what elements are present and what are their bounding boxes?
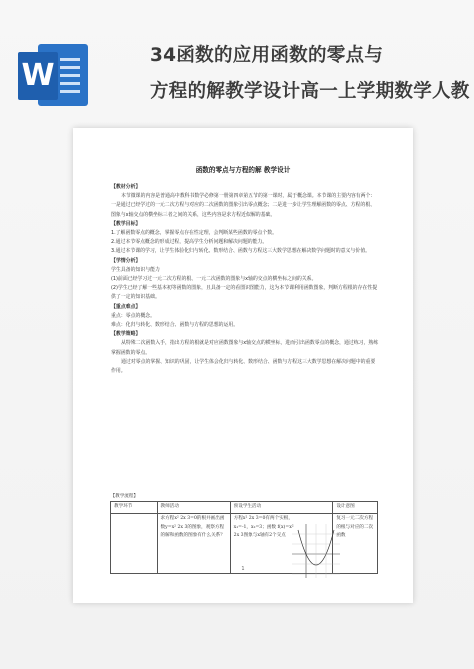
design-intent-cell: 复习一元二次方程的根与对应的二次函数 — [333, 514, 378, 574]
document-page — [73, 128, 413, 603]
flow-label: 【教学流程】 — [110, 494, 139, 499]
paragraph: (1)前面已经学习过一元二次方程的根、一元二次函数的图象与x轴的交点的横坐标之间的关系。 — [111, 276, 317, 283]
section-heading: 【教材分析】 — [111, 184, 141, 190]
section-heading: 【学情分析】 — [111, 257, 141, 264]
document-body — [111, 183, 379, 376]
paragraph: 本节微课的内容是普通高中教科书数学必修第一册第四章第五节的第一课时，属于概念课。本节课的主要内容有两个：一是通过已经学过的一元二次方程与对应的二次函数的图象引出零点概念；二是进一步让学生理解函数的零点、方程的根、图象与x轴交点的横坐标三者之间的关系，这些内容是求方程近似解的基础。 — [111, 193, 376, 218]
paragraph: 从特殊二次函数入手，指出方程的根就是对应函数图象与x轴交点的横坐标，进而引出函数零点的概念，通过练习，熟练掌握函数的零点。 — [111, 340, 379, 356]
paragraph: 3.通过本节课的学习，让学生体验化归与转化、数形结合、函数与方程这三大数学思想在解决数学问题时的意义与价值。 — [111, 248, 370, 255]
header-cell: 设计意图 — [333, 502, 378, 514]
document-title: 函数的零点与方程的解 教学设计 — [195, 166, 291, 174]
paragraph: (2)学生已经了解一些基本初等函数的图象，且具备一定的看图识图能力，这为本节课利用函数图象，判断方程根的存在性提供了一定的知识基础。 — [111, 285, 378, 301]
table-header-row — [111, 502, 378, 514]
paragraph: 通过对零点的掌握、知识的巩固，让学生体会化归与转化、数形结合、函数与方程这三大数学思想在解决问题中的重要作用。 — [111, 358, 376, 375]
page-number: 1 — [241, 566, 245, 572]
page-title: 34函数的应用函数的零点与 方程的解教学设计高一上学期数学人教 — [150, 45, 470, 102]
word-document-icon: W — [18, 40, 88, 110]
student-activity-cell: 方程x² 2x 3=0有两个实根，x₁=-1，x₂=3；函数 f(x)=x² 2x 3图象与x轴有2个交点 — [230, 514, 333, 574]
header-cell: 教学环节 — [111, 502, 158, 514]
section-heading: 【教学策略】 — [111, 331, 141, 338]
table-cell — [111, 514, 158, 574]
paragraph: 难点：化归与转化、数形结合、函数与方程的思想的运用。 — [111, 322, 239, 329]
paragraph: 学生具备的知识与能力 — [111, 266, 160, 273]
teacher-activity-cell: 求方程x² 2x 3=0的根并画出函数y=x² 2x 3的图象，观察方程的解和函数的图象有什么关系？ — [157, 514, 230, 574]
section-heading: 【重点难点】 — [111, 303, 141, 310]
header-cell: 预设学生活动 — [230, 502, 333, 514]
paragraph: 重点：零点的概念。 — [111, 312, 156, 319]
header-cell: 教师活动 — [157, 502, 230, 514]
paragraph: 2.通过本节零点概念的形成过程，提高学生分析问题和解决问题的能力。 — [111, 239, 268, 246]
section-heading: 【教学目标】 — [111, 220, 141, 227]
paragraph: 1.了解函数零点的概念，掌握零点存在性定理，会判断某些函数的零点个数。 — [111, 230, 278, 237]
